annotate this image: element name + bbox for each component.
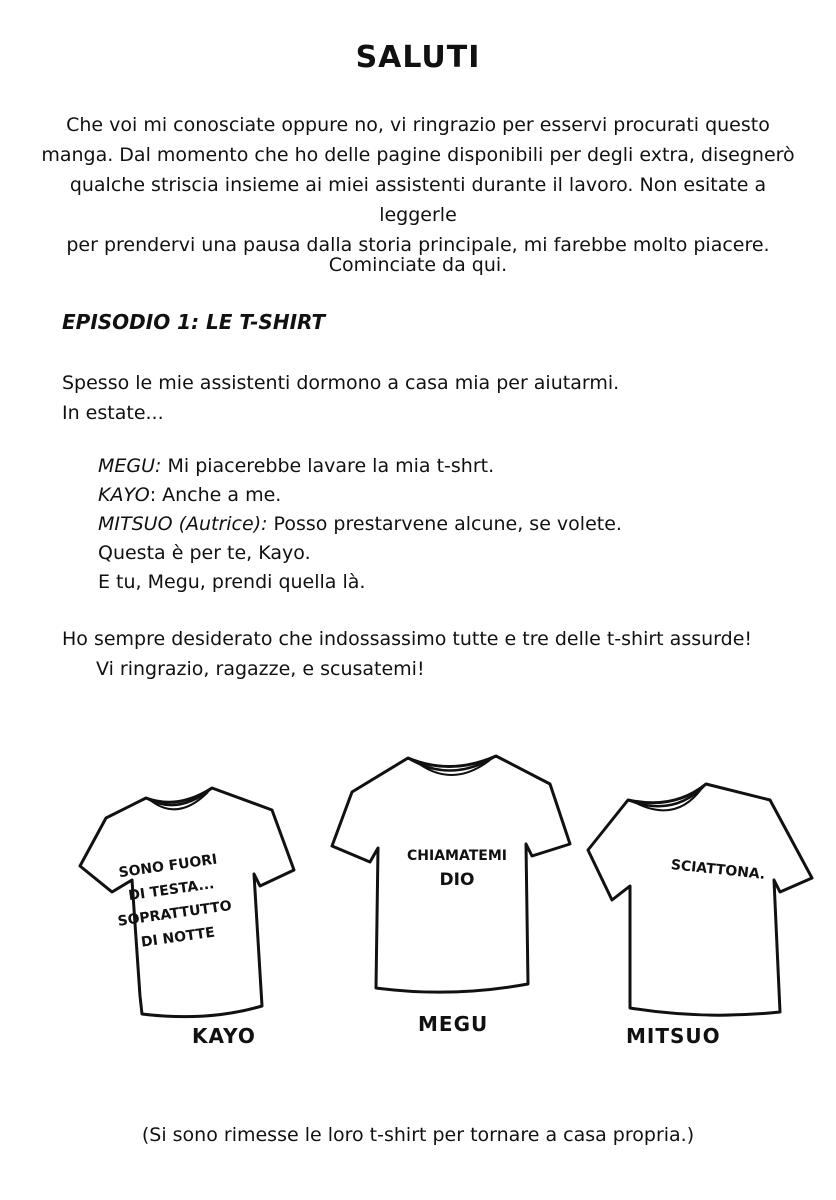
tshirt-text-line: DI NOTTE <box>140 924 216 951</box>
tshirt-megu-text <box>332 844 582 892</box>
tshirt-owner-kayo: KAYO <box>192 1024 256 1048</box>
story-line: Spesso le mie assistenti dormono a casa mia per aiutarmi. <box>62 372 620 394</box>
tshirt-mitsuo-drawing <box>584 780 824 1030</box>
speaker-name: KAYO <box>98 484 150 506</box>
tshirt-megu <box>326 748 576 1008</box>
intro-line: manga. Dal momento che ho delle pagine disponibili per degli extra, disegnerò <box>41 144 795 166</box>
episode-title: EPISODIO 1: LE T-SHIRT <box>62 310 326 334</box>
intro-line: per prendervi una pausa dalla storia principale, mi farebbe molto piacere. <box>66 234 770 256</box>
tshirt-text-line: SOPRATTUTTO <box>116 897 233 930</box>
tshirt-owner-mitsuo: MITSUO <box>626 1024 721 1048</box>
tshirt-text-line: CHIAMATEMI <box>407 848 507 864</box>
tshirt-text-line: DIO <box>439 870 475 890</box>
dialogue-line <box>98 452 622 481</box>
intro-line: Che voi mi conosciate oppure no, vi ringrazio per esservi procurati questo <box>66 114 770 136</box>
story-paragraph <box>62 368 619 428</box>
dialogue-line <box>98 568 622 597</box>
dialogue-text: : Anche a me. <box>149 484 282 506</box>
page-title: SALUTI <box>355 40 481 75</box>
dialogue-line <box>98 481 622 510</box>
tshirt-text-line: SCIATTONA. <box>670 857 766 883</box>
speaker-name: MEGU: <box>98 455 162 477</box>
closing-paragraph <box>62 624 752 684</box>
tshirt-text-line: SONO FUORI <box>117 851 219 882</box>
dialogue-text: Questa è per te, Kayo. <box>98 542 311 564</box>
dialogue-line <box>98 539 622 568</box>
speaker-name: MITSUO (Autrice): <box>98 513 268 535</box>
tshirt-kayo <box>58 770 304 1030</box>
closing-line: Ho sempre desiderato che indossassimo tutte e tre delle t-shirt assurde! <box>62 628 753 650</box>
dialogue-block <box>98 452 622 597</box>
intro-line: qualche striscia insieme ai miei assistenti durante il lavoro. Non esitate a leggerle <box>69 174 767 226</box>
story-line: In estate... <box>62 402 164 424</box>
dialogue-text: Mi piacerebbe lavare la mia t-shrt. <box>161 455 495 477</box>
dialogue-text: Posso prestarvene alcune, se volete. <box>267 513 622 535</box>
intro-paragraph <box>40 110 796 260</box>
dialogue-text: E tu, Megu, prendi quella là. <box>98 571 366 593</box>
start-note: Cominciate da qui. <box>328 254 508 276</box>
dialogue-line <box>98 510 622 539</box>
closing-line: Vi ringrazio, ragazze, e scusatemi! <box>96 658 425 680</box>
caption: (Si sono rimesse le loro t-shirt per tornare a casa propria.) <box>141 1124 695 1146</box>
tshirt-text-line: DI TESTA... <box>127 876 216 905</box>
tshirt-mitsuo <box>584 780 824 1030</box>
tshirt-owner-megu: MEGU <box>418 1012 489 1036</box>
